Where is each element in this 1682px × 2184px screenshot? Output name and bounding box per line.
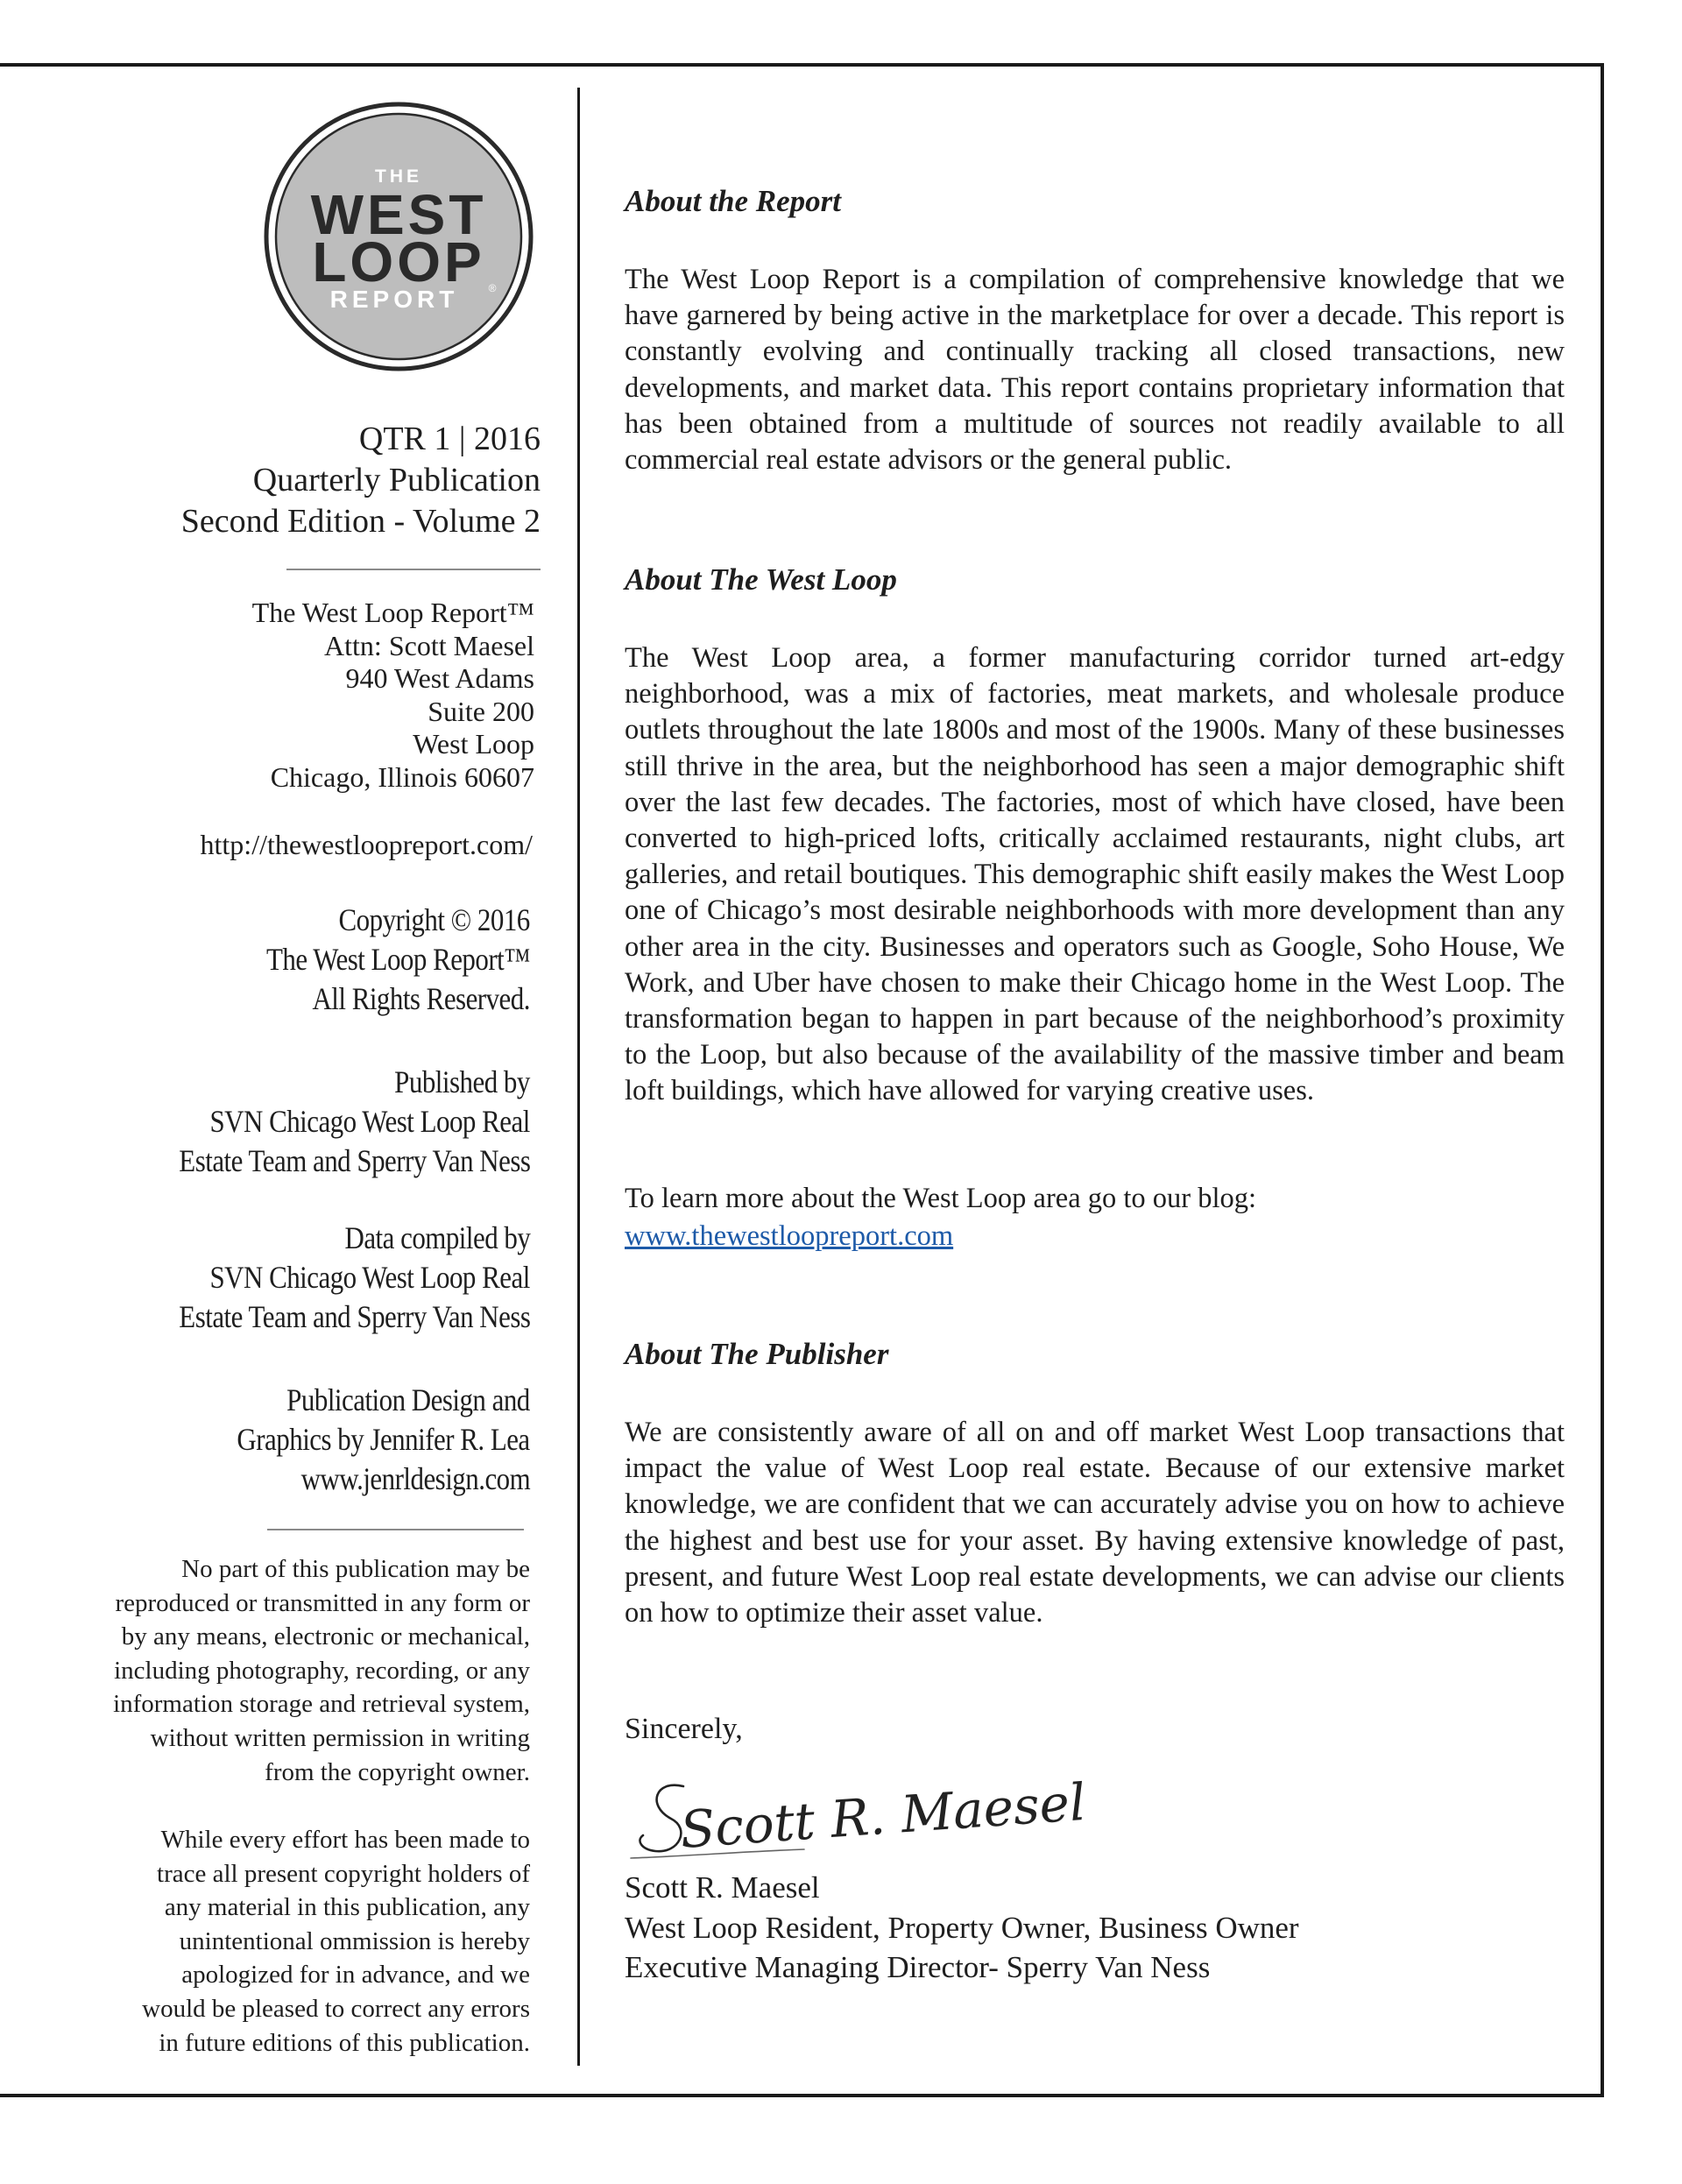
about-westloop-heading: About The West Loop — [625, 562, 897, 597]
signature-script: Scott R. Maesel — [678, 1771, 1088, 1860]
disclaimer-line: would be pleased to correct any errors — [142, 1994, 530, 2023]
published-by-block — [122, 1063, 530, 1181]
signatory — [625, 1868, 1299, 1988]
about-publisher-heading: About The Publisher — [625, 1337, 889, 1371]
disclaimer-line: reproduced or transmitted in any form or — [115, 1588, 530, 1617]
designer-url[interactable]: www.jenrldesign.com — [300, 1461, 530, 1496]
disclaimer-line: in future editions of this publication. — [159, 2028, 530, 2057]
column-divider — [577, 88, 580, 2066]
disclaimer-line: apologized for in advance, and we — [181, 1961, 530, 1990]
address-line: The West Loop Report™ — [251, 597, 534, 628]
website-url[interactable] — [201, 827, 533, 862]
design-credit-block — [189, 1381, 530, 1499]
disclaimer-line: No part of this publication may be — [181, 1555, 530, 1583]
address-line: Attn: Scott Maesel — [324, 629, 534, 661]
registered-mark: ® — [488, 282, 497, 294]
learn-more — [625, 1180, 1256, 1255]
salutation: Sincerely, — [625, 1713, 743, 1745]
disclaimer-line: without written permission in writing — [150, 1723, 530, 1752]
logo-text-west: WEST — [310, 183, 487, 246]
design-line: Graphics by Jennifer R. Lea — [237, 1422, 530, 1457]
about-report-body: The West Loop Report is a compilation of comprehensive knowledge that we have garnered by being active in the marketplace for over a decade. This report is constantly evolving and continually tracking all closed transactions, new developments, and market data. This report contains proprietary information that has been obtained from a multitude of sources not readily available to all commercial real estate advisors or the general public. — [625, 264, 1565, 477]
reproduction-disclaimer — [113, 1552, 530, 1789]
data-compiled-block — [122, 1219, 530, 1337]
disclaimer-line: from the copyright owner. — [265, 1757, 530, 1786]
address-line: Suite 200 — [428, 695, 534, 727]
published-line: SVN Chicago West Loop Real — [209, 1104, 530, 1139]
learn-more-text: To learn more about the West Loop area go to our blog: — [625, 1183, 1257, 1214]
signatory-title: Executive Managing Director- Sperry Van Ness — [625, 1950, 1211, 1984]
copyright-line: Copyright © 2016 — [338, 902, 530, 937]
copyright-block — [223, 901, 530, 1019]
quarter-label: QTR 1 | 2016 — [358, 421, 541, 457]
address-line: West Loop — [413, 728, 534, 760]
about-publisher-body: We are consistently aware of all on and off market West Loop transactions that impact the value of West Loop real estate. Because of our extensive market knowledge, we are confident that we can accurately advise you on how to achieve the highest and best use for your asset. By having extensive knowledge of past, present, and future West Loop real estate developments, we can advise our clients on how to optimize their asset value. — [625, 1417, 1565, 1629]
edition-label: Second Edition - Volume 2 — [180, 503, 541, 540]
copyright-line: All Rights Reserved. — [312, 981, 530, 1016]
signatory-title: West Loop Resident, Property Owner, Business Owner — [625, 1910, 1299, 1945]
signatory-name: Scott R. Maesel — [625, 1870, 820, 1905]
mailing-address — [252, 597, 534, 794]
disclaimer-line: information storage and retrieval system, — [113, 1690, 530, 1719]
west-loop-report-logo — [263, 101, 534, 372]
copyright-line: The West Loop Report™ — [265, 942, 530, 977]
website-url-text[interactable]: http://thewestloopreport.com/ — [200, 829, 533, 860]
logo-text-the: THE — [375, 166, 422, 187]
divider — [286, 569, 541, 570]
publication-info — [181, 419, 541, 542]
disclaimer-line: trace all present copyright holders of — [157, 1859, 530, 1888]
disclaimer-line: unintentional ommission is hereby — [179, 1926, 530, 1955]
compiled-line: SVN Chicago West Loop Real — [209, 1260, 530, 1295]
copyright-holders-disclaimer — [142, 1823, 530, 2060]
frequency-label: Quarterly Publication — [252, 462, 541, 498]
published-line: Published by — [394, 1064, 530, 1099]
disclaimer-line: While every effort has been made to — [160, 1826, 530, 1854]
about-report-heading: About the Report — [625, 184, 841, 218]
disclaimer-line: any material in this publication, any — [164, 1893, 530, 1922]
address-line: 940 West Adams — [345, 662, 534, 694]
handwritten-signature — [629, 1771, 1088, 1881]
published-line: Estate Team and Sperry Van Ness — [178, 1143, 530, 1178]
about-westloop-body: The West Loop area, a former manufacturing corridor turned art-edgy neighborhood, was a mix of factories, meat markets, and wholesale produce outlets throughout the late 1800s and most of the 1900s. Many of these businesses still thrive in the area, but the neighborhood has seen a major demographic shift over the last few decades. The factories, most of which have closed, have been converted to high-priced lofts, critically acclaimed restaurants, night clubs, art galleries, and retail boutiques. This demographic shift easily makes the West Loop one of Chicago’s most desirable neighborhoods with more development than any other area in the city. Businesses and operators such as Google, Soho House, We Work, and Uber have chosen to make their Chicago home in the West Loop. The transformation began to happen in part because of the neighborhood’s proximity to the Loop, but also because of the availability of the massive timber and beam loft buildings, which have allowed for varying creative uses. — [625, 642, 1565, 1107]
divider — [267, 1529, 524, 1530]
logo-text-loop: LOOP — [312, 230, 485, 293]
compiled-line: Estate Team and Sperry Van Ness — [178, 1299, 530, 1334]
design-line: Publication Design and — [286, 1382, 530, 1417]
address-line: Chicago, Illinois 60607 — [270, 760, 534, 793]
compiled-line: Data compiled by — [344, 1220, 530, 1255]
disclaimer-line: by any means, electronic or mechanical, — [121, 1622, 530, 1651]
logo-text-report: REPORT — [329, 286, 459, 313]
disclaimer-line: including photography, recording, or any — [114, 1656, 530, 1685]
blog-link[interactable]: www.thewestloopreport.com — [625, 1220, 954, 1252]
